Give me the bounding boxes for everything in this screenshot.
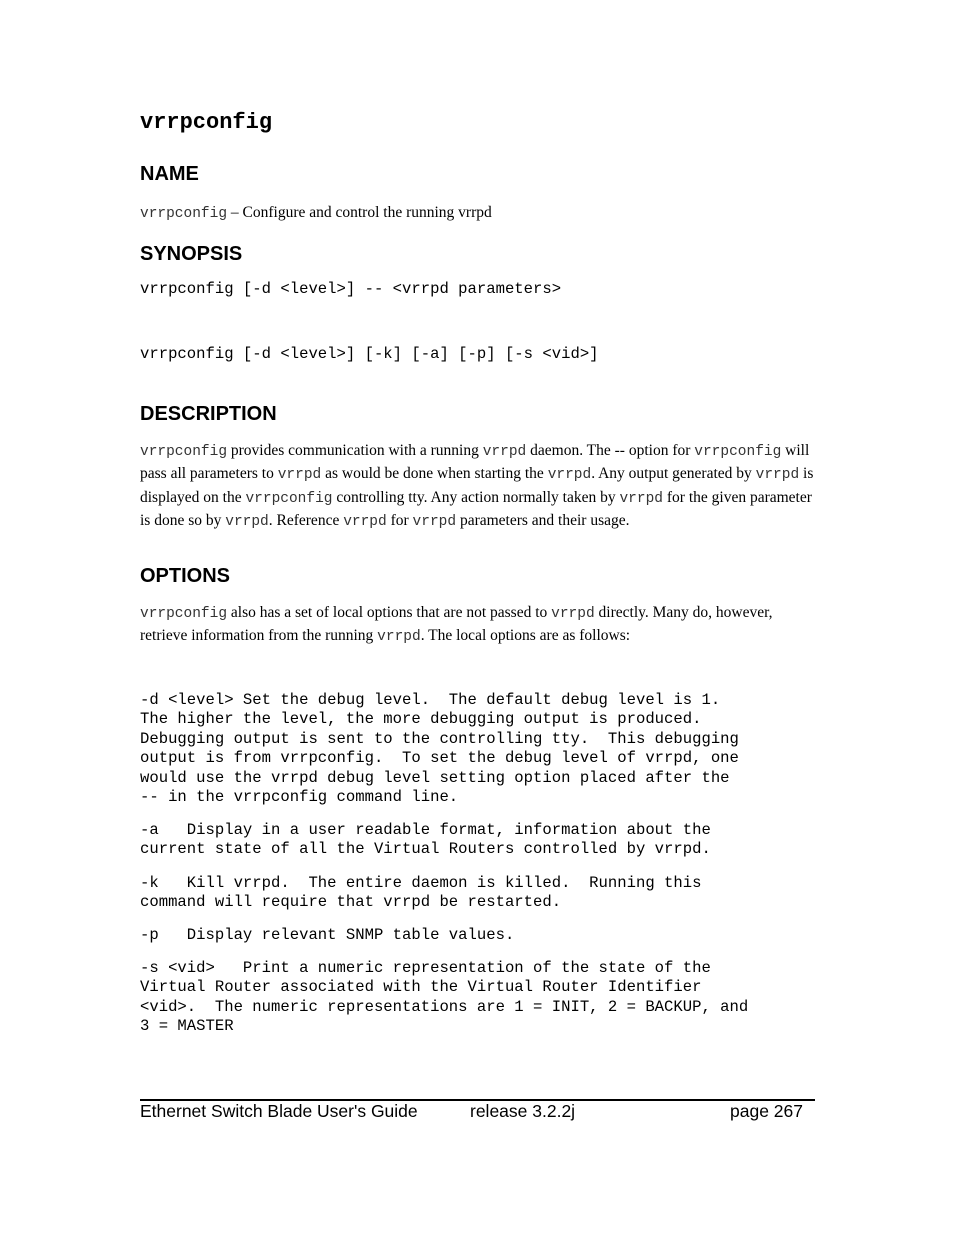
option-k: -k Kill vrrpd. The entire daemon is killed. Running this command will require that vrrpd be restarted. bbox=[140, 874, 702, 912]
description-code-term: vrrpd bbox=[277, 467, 322, 484]
name-dash: – bbox=[227, 204, 243, 221]
options-paragraph bbox=[140, 602, 815, 649]
name-summary: Configure and control the running vrrpd bbox=[242, 204, 492, 221]
description-text: for bbox=[386, 512, 413, 530]
synopsis-line-1: vrrpconfig [-d <level>] -- <vrrpd parameters> bbox=[140, 280, 562, 298]
options-code-term: vrrpconfig bbox=[140, 606, 228, 622]
description-heading: DESCRIPTION bbox=[140, 403, 277, 425]
synopsis-line-2: vrrpconfig [-d <level>] [-k] [-a] [-p] [-s <vid>] bbox=[140, 345, 599, 363]
description-code-term: vrrpd bbox=[343, 514, 387, 531]
option-a: -a Display in a user readable format, information about the current state of all the Virtual Routers controlled by vrrpd. bbox=[140, 821, 711, 859]
options-heading: OPTIONS bbox=[140, 565, 231, 587]
description-code-term: vrrpd bbox=[547, 467, 592, 484]
description-code-term: vrrpd bbox=[225, 514, 269, 531]
description-code-term: vrrpconfig bbox=[694, 444, 782, 460]
name-heading: NAME bbox=[140, 163, 199, 185]
name-command: vrrpconfig bbox=[140, 206, 228, 222]
description-paragraph bbox=[140, 440, 815, 534]
description-code-term: vrrpconfig bbox=[245, 490, 333, 507]
footer-page-number: page 267 bbox=[730, 1101, 803, 1121]
synopsis-heading: SYNOPSIS bbox=[140, 243, 243, 265]
description-text: provides communication with a running bbox=[227, 442, 483, 459]
description-text: as would be done when starting the bbox=[321, 465, 548, 483]
option-p: -p Display relevant SNMP table values. bbox=[140, 926, 515, 944]
description-code-term: vrrpd bbox=[619, 490, 663, 507]
options-code-term: vrrpd bbox=[377, 629, 421, 646]
options-text: . The local options are as follows: bbox=[420, 627, 631, 645]
options-text: directly. Many do, however, retrieve information from the running bbox=[140, 604, 773, 645]
description-code-term: vrrpd bbox=[755, 467, 800, 484]
description-text: . Reference bbox=[268, 512, 344, 530]
options-code-term: vrrpd bbox=[551, 606, 595, 622]
description-code-term: vrrpd bbox=[482, 444, 527, 460]
footer-guide-title: Ethernet Switch Blade User's Guide bbox=[140, 1101, 418, 1121]
description-text: parameters and their usage. bbox=[456, 512, 630, 530]
options-text: also has a set of local options that are not passed to bbox=[227, 604, 552, 621]
description-text: for the given parameter is done so by bbox=[140, 488, 812, 530]
page-title: vrrpconfig bbox=[140, 110, 273, 135]
footer-release: release 3.2.2j bbox=[470, 1101, 576, 1121]
name-description bbox=[140, 202, 815, 225]
description-text: daemon. The -- option for bbox=[526, 442, 695, 459]
description-text: controlling tty. Any action normally taken by bbox=[332, 488, 620, 506]
description-text: is displayed on the bbox=[140, 465, 814, 506]
option-d: -d <level> Set the debug level. The default debug level is 1. The higher the level, the more debugging output is produced. Debugging output is sent to the controlling tty. This debugging output is from vrrpconfig. To set the debug level of vrrpd, one would use the vrrpd debug level setting option placed after the -- in the vrrpconfig command line. bbox=[140, 691, 739, 807]
option-s: -s <vid> Print a numeric representation of the state of the Virtual Router associated with the Virtual Router Identifier <vid>. The numeric representations are 1 = INIT, 2 = BACKUP, and 3 = MASTER bbox=[140, 959, 749, 1036]
description-text: . Any output generated by bbox=[591, 465, 756, 483]
description-code-term: vrrpd bbox=[412, 514, 457, 531]
description-text: will pass all parameters to bbox=[140, 442, 810, 483]
description-code-term: vrrpconfig bbox=[140, 444, 228, 460]
